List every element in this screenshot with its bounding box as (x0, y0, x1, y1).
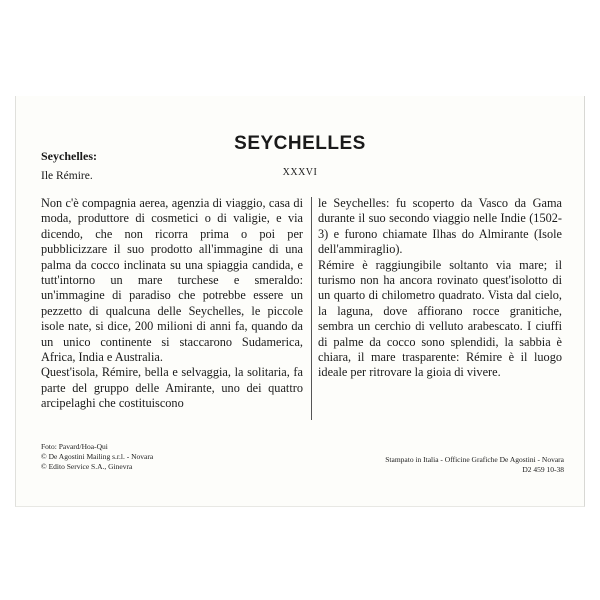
printer-line: Stampato in Italia - Officine Grafiche De Agostini - Novara (385, 455, 564, 464)
credit-line: Foto: Pavard/Hoa-Qui (41, 442, 108, 451)
printer-info (385, 455, 564, 475)
paragraph: Quest'isola, Rémire, bella e selvaggia, la solitaria, fa parte del gruppo delle Amirante, uno dei quattro arcipelaghi che costituiscono (41, 365, 303, 411)
credit-line: © Edito Service S.A., Ginevra (41, 462, 133, 471)
paragraph: Rémire è raggiungibile soltanto via mare; il turismo non ha ancora rovinato quest'isolotto di un quarto di chilometro quadrato. Vista dal cielo, la laguna, dove affiorano rocce granitiche, sembra un cerchio di velluto arabescato. I ciuffi di palme da cocco sono splendidi, la sabbia è chiara, il mare trasparente: Rémire è il luogo ideale per ritrovare la gioia di vivere. (318, 257, 562, 380)
caption-title: Seychelles: (41, 149, 97, 163)
left-text-column (41, 196, 303, 412)
card-title: SEYCHELLES (234, 133, 366, 154)
column-divider (311, 197, 312, 420)
paragraph: Non c'è compagnia aerea, agenzia di viaggio, casa di moda, produttore di cosmetici o di valigie, e via dicendo, che non ricorra prima o poi per pubblicizzare il suo prodotto all'immagine di una palma da cocco inclinata su una spiaggia candida, e tutt'intorno un mare turchese e smeraldo: un'immagine di paradiso che potrebbe essere un pezzetto di qualcuna delle Seychelles, le piccole isole nate, si dice, 200 milioni di anni fa, quando da un unico continente si staccarono Sudamerica, Africa, India e Australia. (41, 196, 303, 365)
photo-credits (41, 442, 153, 472)
info-card (15, 96, 585, 507)
paragraph: le Seychelles: fu scoperto da Vasco da Gama durante il suo secondo viaggio nelle Indie (1502-3) e furono chiamate Ilhas do Almirante (Isole dell'ammiraglio). (318, 196, 562, 257)
right-text-column (318, 196, 562, 381)
card-number: XXXVI (282, 167, 318, 178)
printer-code: D2 459 10-38 (522, 465, 564, 474)
caption-subtitle: Ile Rémire. (41, 170, 93, 182)
credit-line: © De Agostini Mailing s.r.l. - Novara (41, 452, 154, 461)
